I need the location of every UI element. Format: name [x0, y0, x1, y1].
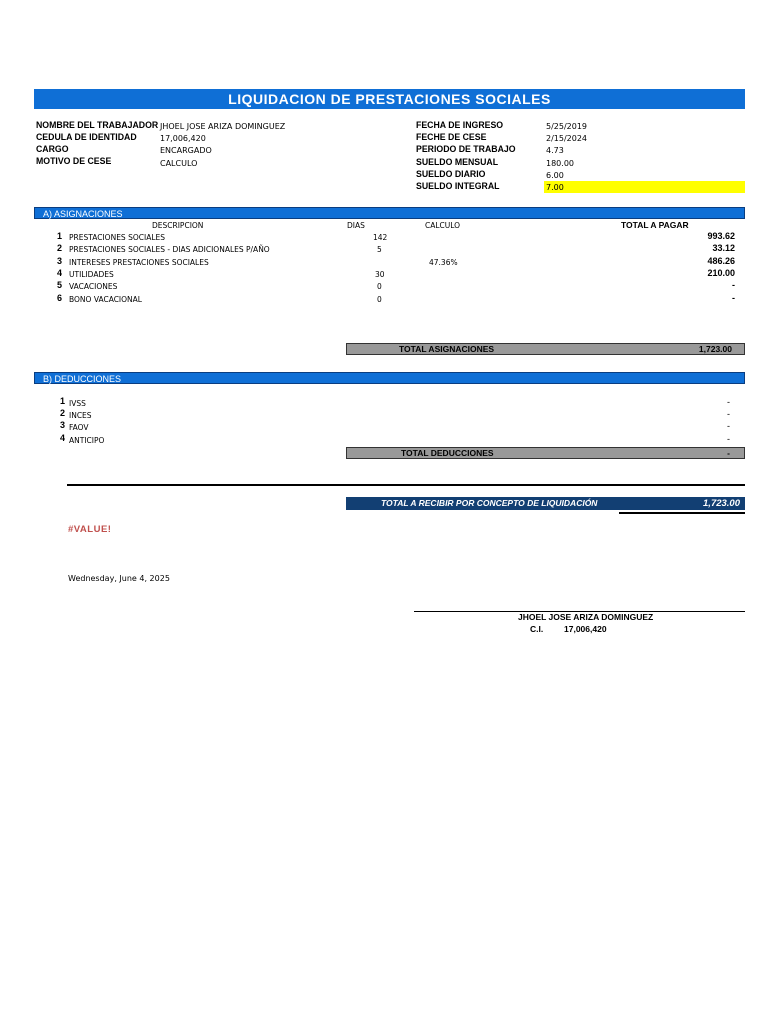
signature-ci-label: C.I. — [530, 624, 544, 634]
row-desc: INCES — [69, 411, 92, 420]
total-asignaciones-label: TOTAL ASIGNACIONES — [399, 344, 495, 354]
signature-name: JHOEL JOSE ARIZA DOMINGUEZ — [518, 612, 654, 622]
worker-name-value: JHOEL JOSE ARIZA DOMINGUEZ — [160, 122, 286, 131]
row-num: 5 — [57, 280, 63, 290]
row-dias: 5 — [377, 245, 382, 254]
asignaciones-header: A) ASIGNACIONES — [34, 207, 745, 219]
row-num: 4 — [57, 268, 63, 278]
sueldo-integral-label: SUELDO INTEGRAL — [416, 181, 500, 192]
row-total: - — [727, 409, 730, 419]
row-num: 4 — [60, 433, 66, 443]
total-deducciones-label: TOTAL DEDUCCIONES — [401, 448, 494, 458]
row-num: 1 — [60, 396, 66, 406]
row-desc: IVSS — [69, 399, 86, 408]
row-total: 486.26 — [707, 256, 735, 266]
page-title: LIQUIDACION DE PRESTACIONES SOCIALES — [34, 89, 745, 109]
row-total: - — [732, 293, 735, 303]
id-label: CEDULA DE IDENTIDAD — [36, 132, 137, 143]
col-total: TOTAL A PAGAR — [621, 220, 689, 230]
row-dias: 0 — [377, 295, 382, 304]
row-dias: 0 — [377, 282, 382, 291]
divider — [67, 484, 745, 486]
fecha-cese-value: 2/15/2024 — [546, 134, 588, 143]
row-dias: 142 — [373, 233, 388, 242]
grand-total-row — [346, 497, 745, 510]
row-total: - — [732, 280, 735, 290]
row-total: 210.00 — [707, 268, 735, 278]
row-total: - — [727, 421, 730, 431]
error-value: #VALUE! — [68, 524, 112, 535]
fecha-cese-label: FECHE DE CESE — [416, 132, 487, 143]
worker-name-label: NOMBRE DEL TRABAJADOR — [36, 120, 159, 131]
motivo-label: MOTIVO DE CESE — [36, 156, 112, 167]
periodo-value: 4.73 — [546, 146, 564, 155]
row-desc: BONO VACACIONAL — [69, 295, 142, 304]
highlight-cell — [544, 181, 745, 193]
row-desc: UTILIDADES — [69, 270, 114, 279]
fecha-ingreso-value: 5/25/2019 — [546, 122, 588, 131]
total-asignaciones-row — [346, 343, 745, 355]
deducciones-header: B) DEDUCCIONES — [34, 372, 745, 384]
row-calculo: 47.36% — [429, 258, 458, 267]
row-total: 33.12 — [712, 243, 735, 253]
row-num: 1 — [57, 231, 63, 241]
row-desc: VACACIONES — [69, 282, 118, 291]
grand-total-label: TOTAL A RECIBIR POR CONCEPTO DE LIQUIDACIÓN — [381, 498, 598, 508]
sueldo-diario-label: SUELDO DIARIO — [416, 169, 486, 180]
row-desc: PRESTACIONES SOCIALES — [69, 233, 165, 242]
grand-total-value: 1,723.00 — [703, 498, 740, 509]
col-descripcion: DESCRIPCION — [152, 221, 204, 230]
total-asignaciones-value: 1,723.00 — [698, 344, 732, 354]
motivo-value: CALCULO — [160, 159, 198, 168]
cargo-label: CARGO — [36, 144, 69, 155]
sueldo-diario-value: 6.00 — [546, 171, 564, 180]
date-text: Wednesday, June 4, 2025 — [68, 574, 170, 583]
cargo-value: ENCARGADO — [160, 146, 212, 155]
row-num: 2 — [57, 243, 63, 253]
sueldo-mensual-value: 180.00 — [546, 159, 574, 168]
row-desc: FAOV — [69, 423, 89, 432]
col-dias: DIAS — [347, 221, 365, 230]
sueldo-mensual-label: SUELDO MENSUAL — [416, 157, 499, 168]
col-calculo: CALCULO — [425, 221, 461, 230]
sueldo-integral-value: 7.00 — [546, 183, 564, 192]
row-dias: 30 — [375, 270, 385, 279]
row-desc: INTERESES PRESTACIONES SOCIALES — [69, 258, 209, 267]
row-num: 6 — [57, 293, 63, 303]
total-deducciones-row — [346, 447, 745, 459]
row-desc: PRESTACIONES SOCIALES - DIAS ADICIONALES P/AÑO — [69, 245, 270, 254]
fecha-ingreso-label: FECHA DE INGRESO — [416, 120, 504, 131]
periodo-label: PERIODO DE TRABAJO — [416, 144, 516, 155]
row-num: 3 — [57, 256, 63, 266]
row-total: 993.62 — [707, 231, 735, 241]
row-total: - — [727, 397, 730, 407]
signature-ci-value: 17,006,420 — [564, 624, 607, 634]
id-value: 17,006,420 — [160, 134, 206, 143]
total-deducciones-value: - — [727, 448, 730, 458]
grand-total-underline — [619, 512, 745, 514]
row-desc: ANTICIPO — [69, 436, 105, 445]
row-num: 3 — [60, 420, 66, 430]
row-total: - — [727, 434, 730, 444]
row-num: 2 — [60, 408, 66, 418]
